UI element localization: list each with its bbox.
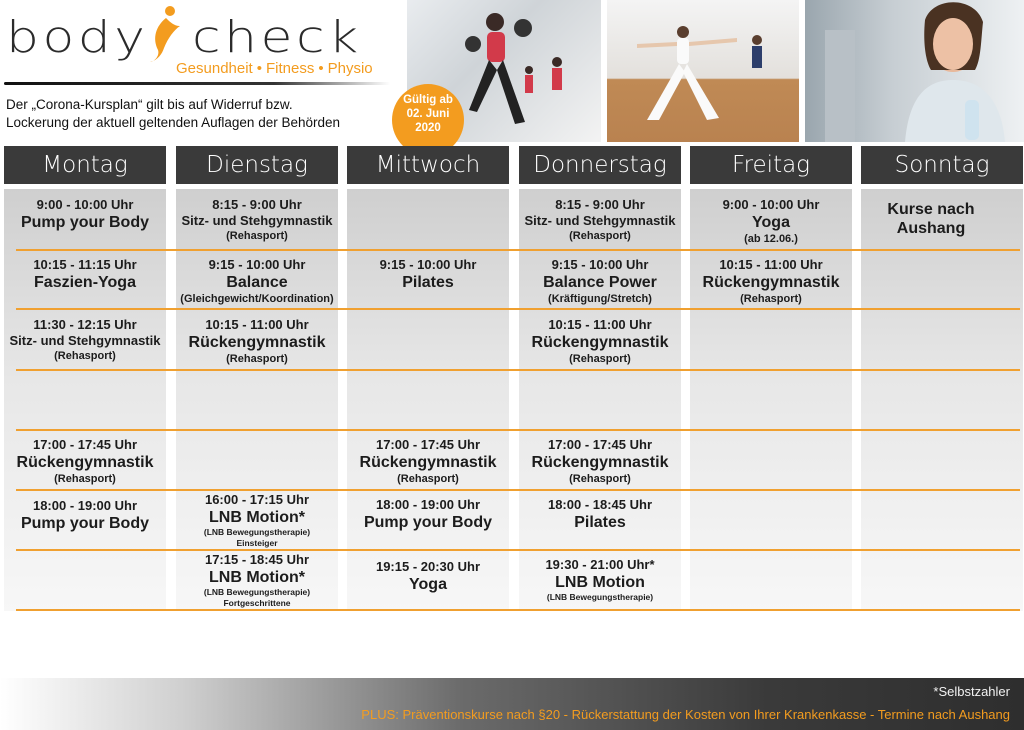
class-note: (Rehasport) bbox=[569, 353, 631, 365]
footer-plus-label: PLUS: bbox=[361, 707, 399, 722]
class-name: Pump your Body bbox=[20, 214, 149, 231]
class-name: Rückengymnastik bbox=[531, 334, 669, 351]
class-note: (Gleichgewicht/Koordination) bbox=[180, 293, 334, 305]
class-time: 10:15 - 11:15 Uhr bbox=[33, 257, 137, 272]
class-note: (Rehasport) bbox=[569, 473, 631, 485]
logo-figure-icon bbox=[144, 4, 184, 64]
class-time: 9:15 - 10:00 Uhr bbox=[551, 257, 649, 272]
class-name: LNB Motion* bbox=[209, 509, 305, 526]
tagline-dot: • bbox=[256, 60, 262, 77]
class-entry bbox=[4, 197, 166, 232]
class-entry bbox=[519, 557, 681, 603]
class-name: Yoga bbox=[752, 214, 790, 231]
sunday-info-line-2: Aushang bbox=[896, 220, 966, 237]
class-entry bbox=[519, 497, 681, 532]
class-note: (Rehasport) bbox=[740, 293, 802, 305]
day-header-tuesday: Dienstag bbox=[176, 146, 338, 184]
class-time: 9:00 - 10:00 Uhr bbox=[722, 197, 820, 212]
row-divider bbox=[16, 249, 1020, 251]
class-time: 17:00 - 17:45 Uhr bbox=[375, 437, 481, 452]
class-time: 9:15 - 10:00 Uhr bbox=[208, 257, 306, 272]
class-note: (LNB Bewegungstherapie) bbox=[203, 587, 311, 597]
row-divider bbox=[16, 308, 1020, 310]
class-time: 11:30 - 12:15 Uhr bbox=[33, 317, 137, 332]
class-name: Pump your Body bbox=[363, 514, 492, 531]
footer-plus-text: Präventionskurse nach §20 - Rückerstattung der Kosten von Ihrer Krankenkasse - Termine nach Aushang bbox=[402, 707, 1010, 722]
class-level: Einsteiger bbox=[236, 538, 278, 548]
sunday-info-line-1: Kurse nach bbox=[887, 201, 975, 218]
class-entry bbox=[347, 257, 509, 292]
class-time: 18:00 - 18:45 Uhr bbox=[547, 497, 653, 512]
notice-line-1: Der „Corona-Kursplan“ gilt bis auf Widerruf bzw. bbox=[6, 97, 293, 112]
class-note: (Rehasport) bbox=[397, 473, 459, 485]
class-name: Balance Power bbox=[543, 274, 657, 291]
class-entry bbox=[519, 317, 681, 366]
tagline-physio: Physio bbox=[327, 60, 373, 77]
class-name: Rückengymnastik bbox=[16, 454, 154, 471]
class-name: Pilates bbox=[574, 514, 626, 531]
notice-line-2: Lockerung der aktuell geltenden Auflagen der Behörden bbox=[6, 115, 340, 130]
class-name: Rückengymnastik bbox=[531, 454, 669, 471]
class-entry bbox=[176, 317, 338, 366]
class-time: 8:15 - 9:00 Uhr bbox=[212, 197, 302, 212]
class-name: Pilates bbox=[402, 274, 454, 291]
class-note: (Kräftigung/Stretch) bbox=[548, 293, 652, 305]
tagline-dot: • bbox=[318, 60, 324, 77]
class-name: Pump your Body bbox=[20, 515, 149, 532]
class-entry bbox=[176, 197, 338, 243]
class-time: 16:00 - 17:15 Uhr bbox=[204, 492, 310, 507]
tagline-health: Gesundheit bbox=[176, 60, 253, 77]
class-time: 9:15 - 10:00 Uhr bbox=[379, 257, 477, 272]
class-note: (ab 12.06.) bbox=[744, 233, 798, 245]
class-entry bbox=[690, 197, 852, 246]
class-note: (LNB Bewegungstherapie) bbox=[546, 592, 654, 602]
class-entry bbox=[347, 437, 509, 486]
class-time: 18:00 - 19:00 Uhr bbox=[32, 498, 138, 513]
day-header-sunday: Sonntag bbox=[861, 146, 1023, 184]
class-note: (Rehasport) bbox=[54, 350, 116, 362]
column-sunday bbox=[861, 189, 1023, 611]
class-entry bbox=[172, 257, 342, 306]
class-time: 9:00 - 10:00 Uhr bbox=[36, 197, 134, 212]
class-entry bbox=[519, 257, 681, 306]
logo bbox=[4, 2, 404, 86]
sunday-info bbox=[861, 200, 1001, 238]
footer-plus-note bbox=[361, 707, 1010, 722]
class-time: 19:30 - 21:00 Uhr* bbox=[545, 557, 655, 572]
day-header-monday: Montag bbox=[4, 146, 166, 184]
class-name: Faszien-Yoga bbox=[34, 274, 136, 291]
photo-woman-with-towel bbox=[805, 0, 1024, 142]
class-name: Yoga bbox=[409, 576, 447, 593]
footer-self-pay-note: *Selbstzahler bbox=[933, 684, 1010, 699]
badge-line-3: 2020 bbox=[415, 122, 441, 134]
class-name: Balance bbox=[226, 274, 288, 291]
class-time: 19:15 - 20:30 Uhr bbox=[375, 559, 481, 574]
column-wednesday bbox=[347, 189, 509, 611]
class-time: 10:15 - 11:00 Uhr bbox=[719, 257, 823, 272]
column-monday bbox=[4, 189, 166, 611]
class-level: Fortgeschrittene bbox=[223, 598, 291, 608]
logo-tagline bbox=[176, 60, 373, 77]
badge-line-1: Gültig ab bbox=[403, 94, 453, 106]
row-divider bbox=[16, 369, 1020, 371]
class-note: (Rehasport) bbox=[226, 353, 288, 365]
badge-line-2: 02. Juni bbox=[406, 108, 450, 120]
class-name: Sitz- und Stehgymnastik bbox=[524, 213, 676, 228]
day-header-thursday: Donnerstag bbox=[519, 146, 681, 184]
row-divider bbox=[16, 609, 1020, 611]
class-note: (LNB Bewegungstherapie) bbox=[203, 527, 311, 537]
class-name: Rückengymnastik bbox=[359, 454, 497, 471]
row-divider bbox=[16, 429, 1020, 431]
class-time: 17:00 - 17:45 Uhr bbox=[32, 437, 138, 452]
class-entry bbox=[4, 437, 166, 486]
class-name: LNB Motion* bbox=[209, 569, 305, 586]
class-entry bbox=[4, 317, 166, 363]
class-time: 18:00 - 19:00 Uhr bbox=[375, 497, 481, 512]
class-note: (Rehasport) bbox=[569, 230, 631, 242]
class-time: 17:00 - 17:45 Uhr bbox=[547, 437, 653, 452]
class-time: 10:15 - 11:00 Uhr bbox=[205, 317, 309, 332]
class-name: Rückengymnastik bbox=[188, 334, 326, 351]
column-friday bbox=[690, 189, 852, 611]
class-note: (Rehasport) bbox=[54, 473, 116, 485]
logo-word-check: check bbox=[192, 12, 362, 63]
footer-bar bbox=[0, 678, 1024, 730]
column-thursday bbox=[519, 189, 681, 611]
class-name: LNB Motion bbox=[555, 574, 645, 591]
class-entry bbox=[347, 559, 509, 594]
class-entry bbox=[519, 197, 681, 243]
validity-notice bbox=[6, 96, 406, 132]
logo-word-body: body bbox=[6, 12, 149, 63]
class-note: (Rehasport) bbox=[226, 230, 288, 242]
day-header-friday: Freitag bbox=[690, 146, 852, 184]
class-entry bbox=[4, 257, 166, 292]
class-name: Sitz- und Stehgymnastik bbox=[181, 213, 333, 228]
class-time: 8:15 - 9:00 Uhr bbox=[555, 197, 645, 212]
class-entry bbox=[176, 552, 338, 609]
class-entry bbox=[690, 257, 852, 306]
photo-yoga-class bbox=[607, 0, 799, 142]
class-entry bbox=[4, 498, 166, 533]
class-time: 10:15 - 11:00 Uhr bbox=[548, 317, 652, 332]
class-time: 17:15 - 18:45 Uhr bbox=[204, 552, 310, 567]
class-entry bbox=[176, 492, 338, 549]
class-name: Sitz- und Stehgymnastik bbox=[9, 333, 161, 348]
class-entry bbox=[519, 437, 681, 486]
class-name: Rückengymnastik bbox=[702, 274, 840, 291]
row-divider bbox=[16, 549, 1020, 551]
row-divider bbox=[16, 489, 1020, 491]
tagline-fitness: Fitness bbox=[266, 60, 315, 77]
day-header-wednesday: Mittwoch bbox=[347, 146, 509, 184]
class-entry bbox=[347, 497, 509, 532]
logo-underline bbox=[4, 82, 390, 85]
